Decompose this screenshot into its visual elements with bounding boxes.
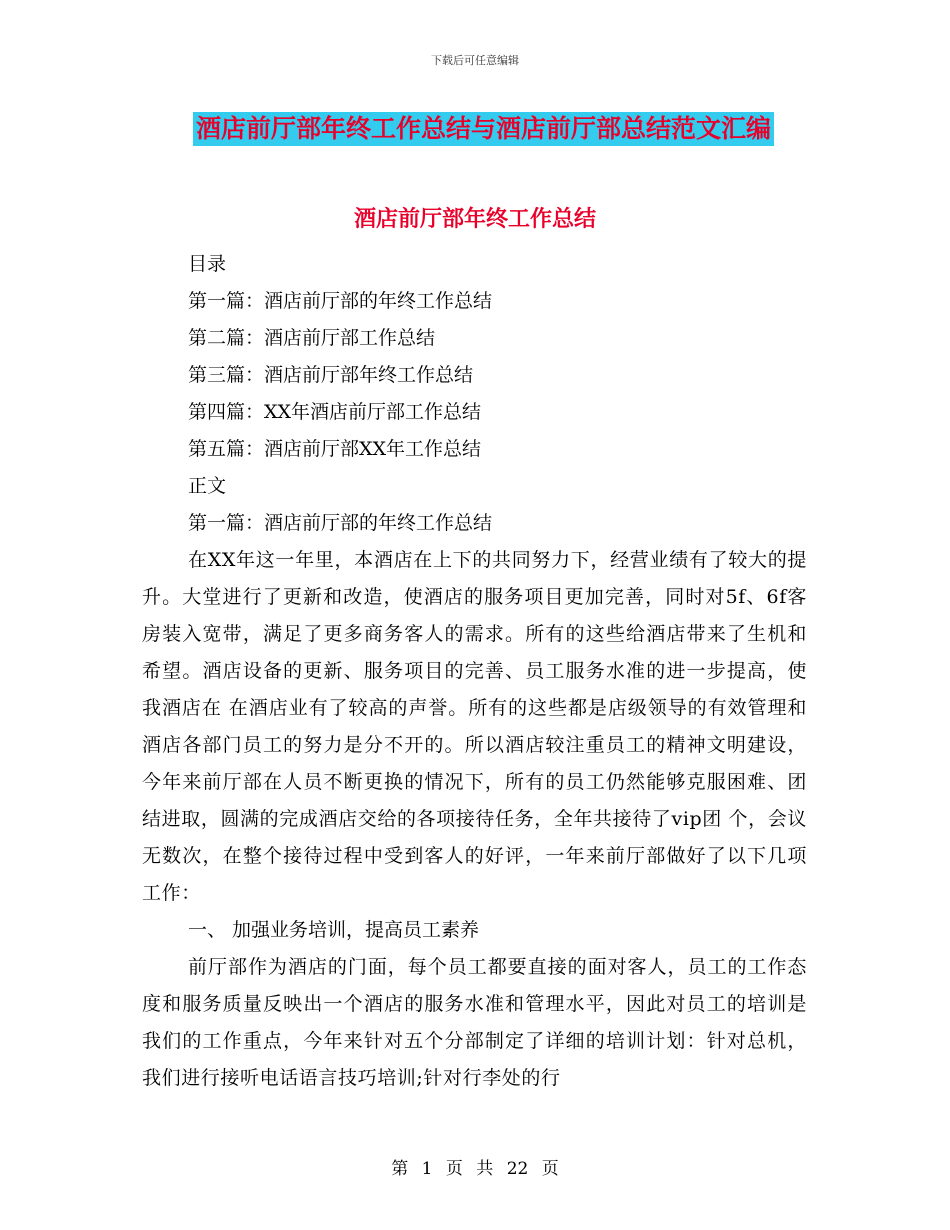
point-heading: 一、 加强业务培训，提高员工素养 bbox=[188, 919, 480, 941]
document-body bbox=[142, 246, 807, 1097]
toc-heading: 目录 bbox=[188, 253, 227, 275]
toc-item: 第一篇：酒店前厅部的年终工作总结 bbox=[188, 290, 493, 312]
toc-item: 第三篇：酒店前厅部年终工作总结 bbox=[188, 364, 474, 386]
paragraph: 在XX年这一年里，本酒店在上下的共同努力下，经营业绩有了较大的提升。大堂进行了更新和改造，使酒店的服务项目更加完善，同时对5f、6f客房装入宽带，满足了更多商务客人的需求。所有的这些给酒店带来了生机和希望。酒店设备的更新、服务项目的完善、员工服务水准的进一步提高，使我酒店在 在酒店业有了较高的声誉。所有的这些都是店级领导的有效管理和酒店各部门员工的努力是分不开的。所以酒店较注重员工的精神文明建设，今年来前厅部在人员不断更换的情况下，所有的员工仍然能够克服困难、团结进取，圆满的完成酒店交给的各项接待任务，全年共接待了vip团 个，会议无数次，在整个接待过程中受到客人的好评，一年来前厅部做好了以下几项工作： bbox=[142, 549, 807, 904]
toc-item: 第五篇：酒店前厅部XX年工作总结 bbox=[188, 438, 482, 460]
header-note: 下载后可任意编辑 bbox=[431, 54, 519, 67]
section-title: 第一篇：酒店前厅部的年终工作总结 bbox=[188, 512, 493, 534]
sub-title: 酒店前厅部年终工作总结 bbox=[353, 206, 596, 232]
toc-item: 第二篇：酒店前厅部工作总结 bbox=[188, 327, 436, 349]
page-footer: 第 1 页 共 22 页 bbox=[391, 1159, 559, 1179]
main-title: 酒店前厅部年终工作总结与酒店前厅部总结范文汇编 bbox=[193, 112, 774, 146]
body-heading: 正文 bbox=[188, 475, 227, 497]
toc-item: 第四篇：XX年酒店前厅部工作总结 bbox=[188, 401, 482, 423]
paragraph: 前厅部作为酒店的门面，每个员工都要直接的面对客人，员工的工作态度和服务质量反映出一个酒店的服务水准和管理水平，因此对员工的培训是我们的工作重点，今年来针对五个分部制定了详细的培训计划：针对总机，我们进行接听电话语言技巧培训;针对行李处的行 bbox=[142, 956, 807, 1089]
